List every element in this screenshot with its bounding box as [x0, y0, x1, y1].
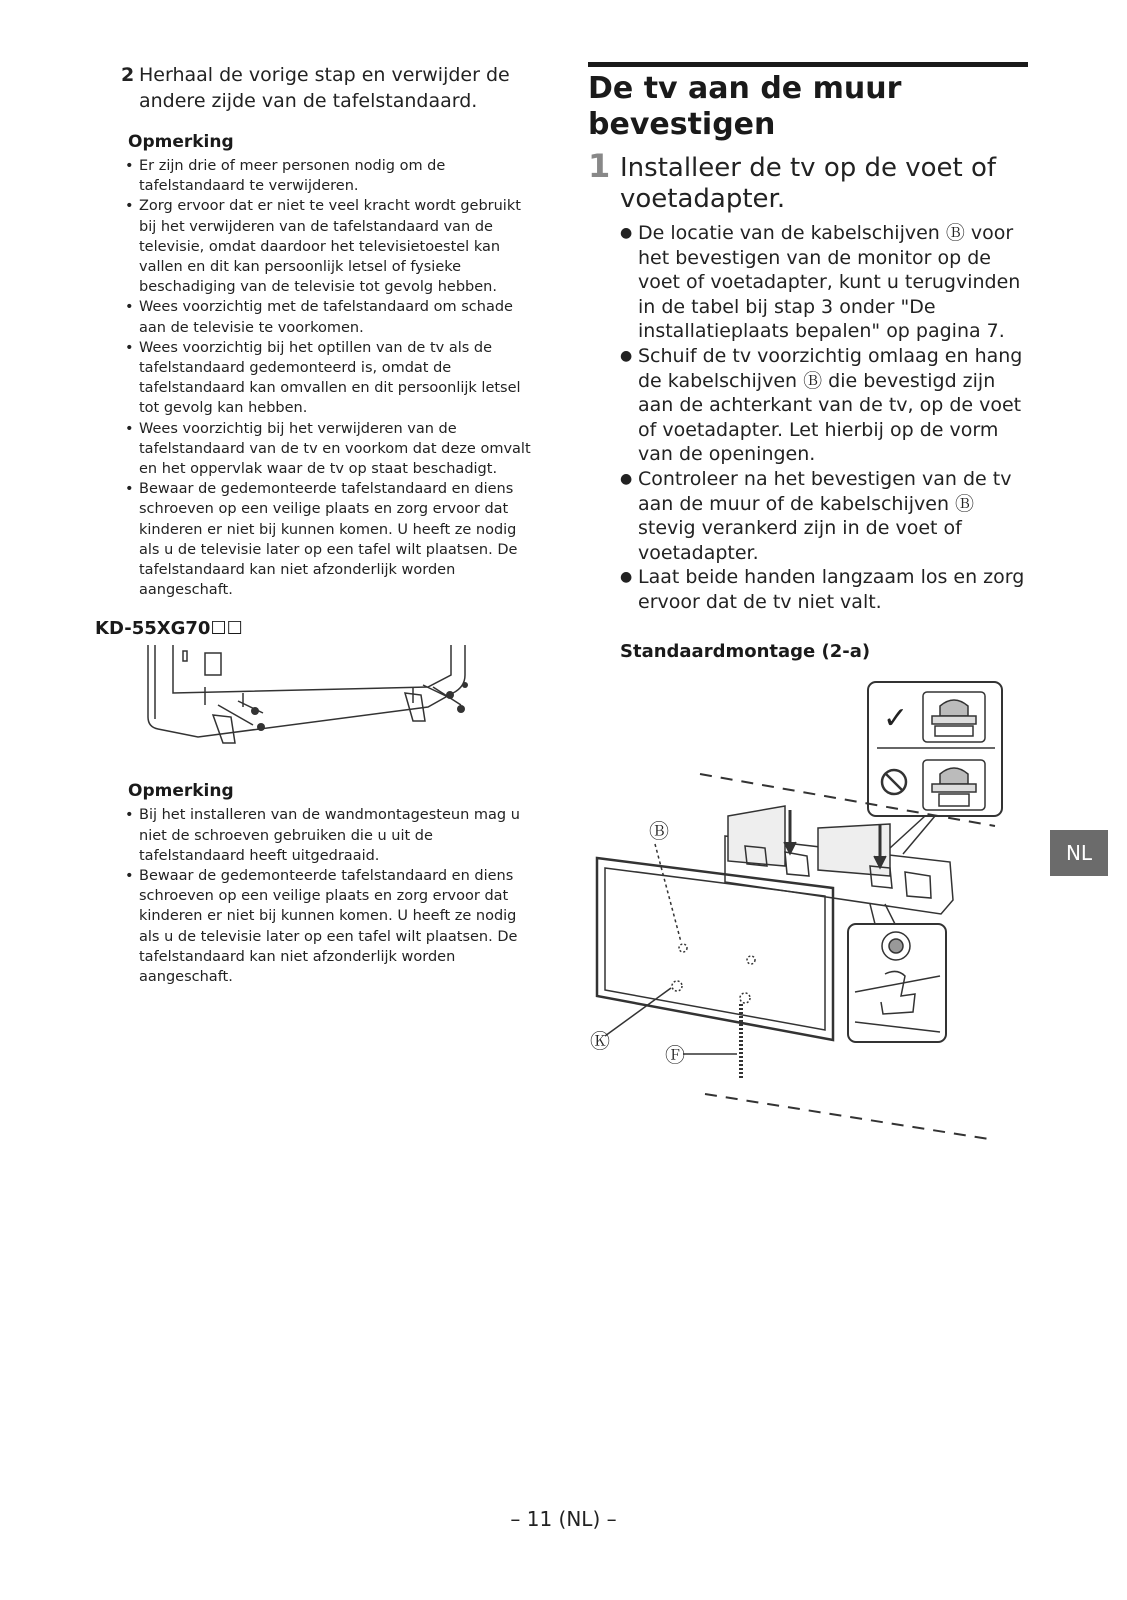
step-number: 1	[588, 147, 611, 185]
stand-removal-illustration	[143, 645, 483, 757]
note-item: • Wees voorzichtig met de tafelstandaard om schade aan de televisie te voorkomen.	[125, 297, 535, 337]
note-list	[125, 156, 535, 600]
step-text: Installeer de tv op de voet of voetadapter.	[620, 153, 997, 214]
instruction-item: ● Controleer na het bevestigen van de tv aan de muur of de kabelschijven Ⓑ stevig verankerd zijn in de voet of voetadapter.	[620, 467, 1028, 565]
note-heading: Opmerking	[128, 781, 234, 802]
model-label: KD-55XG70☐☐	[95, 618, 243, 640]
wall-mount-illustration	[585, 676, 1010, 1146]
right-column	[588, 62, 1028, 662]
title-rule	[588, 62, 1028, 143]
page-number: – 11 (NL) –	[510, 1507, 617, 1531]
step-text: Herhaal de vorige stap en verwijder de andere zijde van de tafelstandaard.	[139, 64, 510, 112]
instruction-item: ● Schuif de tv voorzichtig omlaag en hang de kabelschijven Ⓑ die bevestigd zijn aan de achterkant van de tv, op de voet of voetadapter. Let hierbij op de vorm van de openingen.	[620, 344, 1028, 467]
instruction-item: ● De locatie van de kabelschijven Ⓑ voor het bevestigen van de monitor op de voet of voetadapter, kunt u terugvinden in de tabel bij stap 3 onder "De installatieplaats bepalen" op pagina 7.	[620, 221, 1028, 344]
note-heading: Opmerking	[128, 132, 234, 152]
left-column	[95, 62, 535, 987]
instruction-item: ● Laat beide handen langzaam los en zorg ervoor dat de tv niet valt.	[620, 565, 1028, 614]
figure-heading: Standaardmontage (2-a)	[620, 640, 871, 662]
check-mark-icon: ✓	[883, 701, 909, 736]
note-list	[125, 805, 535, 987]
note-item: • Bewaar de gedemonteerde tafelstandaard en diens schroeven op een veilige plaats en zorg ervoor dat kinderen er niet bij kunnen komen. U heeft ze nodig als u de televisie later op een tafel wilt plaatsen. De tafelstandaard kan niet afzonderlijk worden aangeschaft.	[125, 479, 535, 600]
section-title: De tv aan de muur bevestigen	[588, 71, 902, 142]
label-f: Ⓕ	[665, 1043, 685, 1067]
step-2	[95, 62, 535, 114]
language-tab: NL	[1050, 830, 1108, 876]
label-b: Ⓑ	[649, 819, 669, 843]
note-item: • Bewaar de gedemonteerde tafelstandaard en diens schroeven op een veilige plaats en zorg ervoor dat kinderen er niet bij kunnen komen. U heeft ze nodig als u de televisie later op een tafel wilt plaatsen. De tafelstandaard kan niet afzonderlijk worden aangeschaft.	[125, 866, 535, 987]
note-item: • Wees voorzichtig bij het verwijderen van de tafelstandaard van de tv en voorkom dat deze omvalt en het oppervlak waar de tv op staat beschadigt.	[125, 419, 535, 480]
label-k: Ⓚ	[590, 1029, 610, 1053]
note-item: • Wees voorzichtig bij het optillen van de tv als de tafelstandaard gedemonteerd is, omdat de tafelstandaard kan omvallen en dit persoonlijk letsel tot gevolg kan hebben.	[125, 338, 535, 419]
step-number: 2	[121, 64, 135, 86]
note-item: • Zorg ervoor dat er niet te veel kracht wordt gebruikt bij het verwijderen van de tafelstandaard van de televisie, omdat daardoor het televisietoestel kan vallen en dit kan persoonlijk letsel of fysieke beschadiging van de televisie tot gevolg hebben.	[125, 196, 535, 297]
step-1	[588, 147, 1028, 215]
instruction-list	[620, 221, 1028, 615]
note-item: • Bij het installeren van de wandmontagesteun mag u niet de schroeven gebruiken die u uit de tafelstandaard heeft uitgedraaid.	[125, 805, 535, 866]
note-item: • Er zijn drie of meer personen nodig om de tafelstandaard te verwijderen.	[125, 156, 535, 196]
